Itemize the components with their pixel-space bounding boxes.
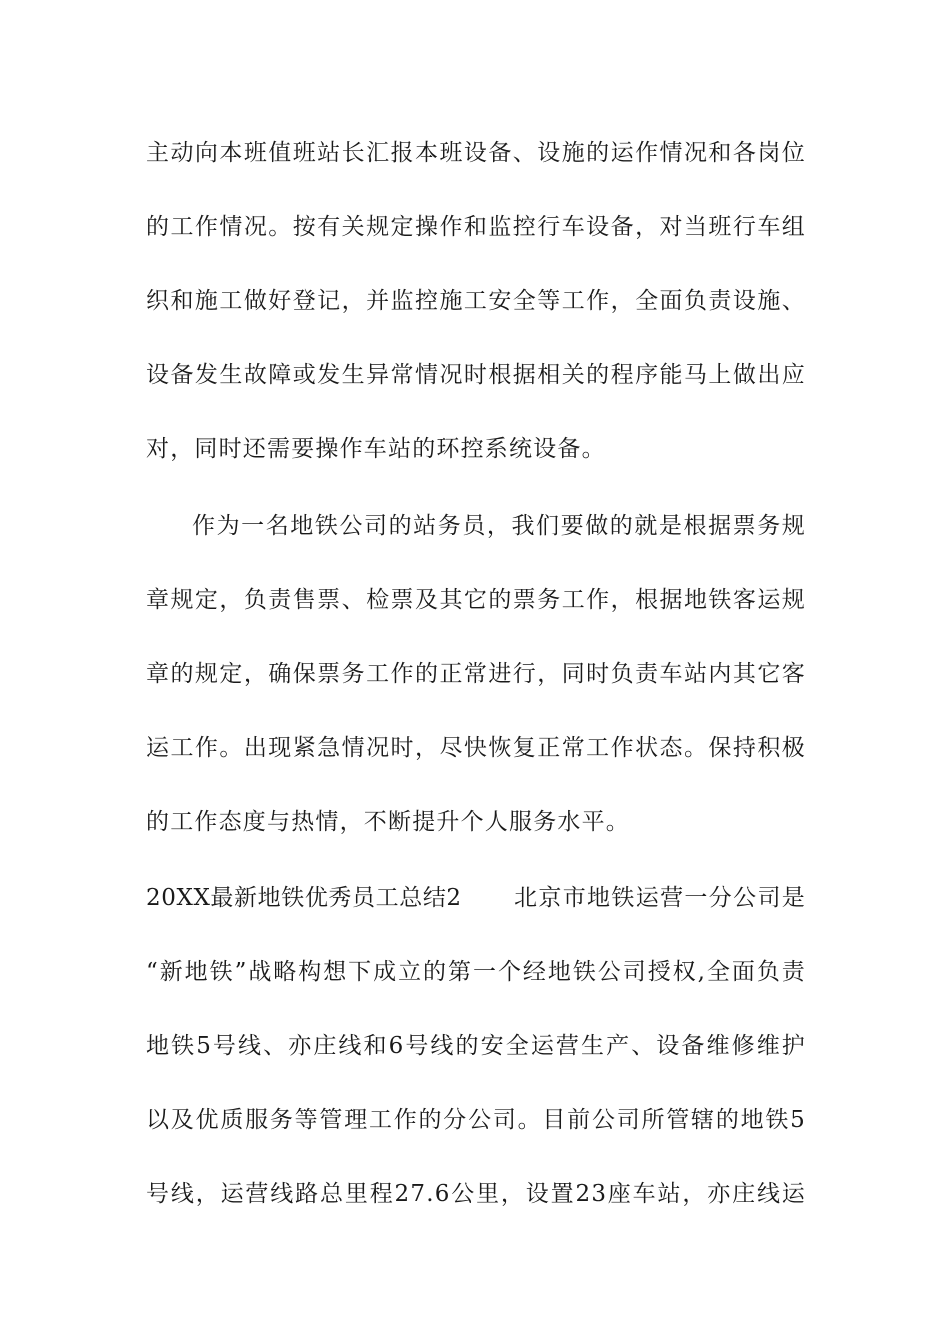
paragraph-3-line-5: 号线，运营线路总里程27.6公里，设置23座车站，亦庄线运: [146, 1181, 806, 1207]
paragraph-1-line-5: 对，同时还需要操作车站的环控系统设备。: [146, 436, 606, 462]
paragraph-2-line-1: 作为一名地铁公司的站务员，我们要做的就是根据票务规: [192, 513, 806, 539]
section-title: 20XX最新地铁优秀员工总结2: [146, 885, 462, 911]
paragraph-2-line-3: 章的规定，确保票务工作的正常进行，同时负责车站内其它客: [146, 661, 806, 687]
paragraph-3-line-2: “新地铁”战略构想下成立的第一个经地铁公司授权,全面负责: [146, 959, 806, 985]
paragraph-1-line-3: 织和施工做好登记，并监控施工安全等工作，全面负责设施、: [146, 288, 806, 314]
paragraph-1-line-2: 的工作情况。按有关规定操作和监控行车设备，对当班行车组: [146, 214, 806, 240]
section-first-line-text: 北京市地铁运营一分公司是: [514, 885, 806, 911]
paragraph-3-line-4: 以及优质服务等管理工作的分公司。目前公司所管辖的地铁5: [146, 1107, 806, 1133]
paragraph-2-line-2: 章规定，负责售票、检票及其它的票务工作，根据地铁客运规: [146, 587, 806, 613]
paragraph-3-line-3: 地铁5号线、亦庄线和6号线的安全运营生产、设备维修维护: [146, 1033, 806, 1059]
paragraph-2-line-4: 运工作。出现紧急情况时，尽快恢复正常工作状态。保持积极: [146, 735, 806, 761]
paragraph-2-line-5: 的工作态度与热情，不断提升个人服务水平。: [146, 809, 630, 835]
paragraph-1-line-1: 主动向本班值班站长汇报本班设备、设施的运作情况和各岗位: [146, 140, 806, 166]
paragraph-1-line-4: 设备发生故障或发生异常情况时根据相关的程序能马上做出应: [146, 362, 806, 388]
section-heading-line: [146, 880, 806, 916]
